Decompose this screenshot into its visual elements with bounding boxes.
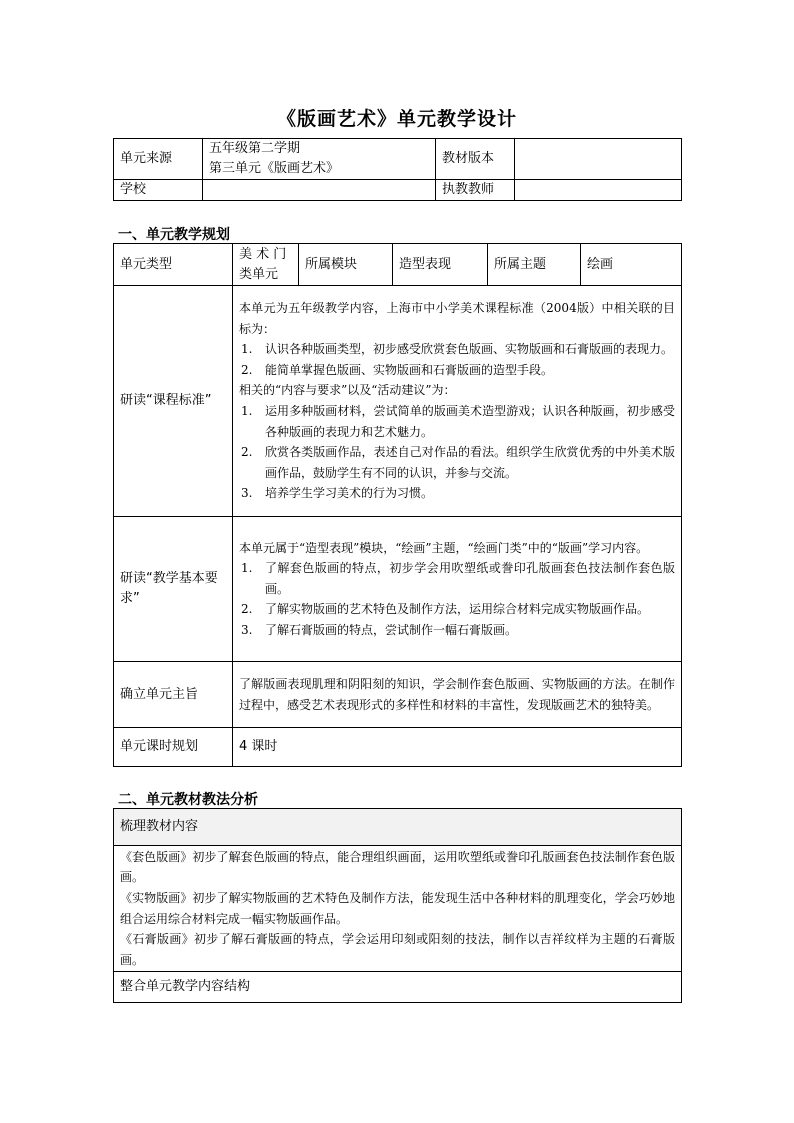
theme-main-label: 确立单元主旨 — [114, 662, 233, 728]
list-item: 3. 了解石膏版画的特点，尝试制作一幅石膏版画。 — [241, 622, 518, 637]
standard-label: 研读“课程标准” — [114, 286, 233, 517]
school-label: 学校 — [114, 180, 203, 201]
unit-type-line1: 美 术 门 — [239, 246, 287, 262]
source-value-line2: 第三单元《版画艺术》 — [209, 161, 340, 176]
theme-value: 绘画 — [581, 244, 682, 286]
unit-type-value — [233, 244, 299, 286]
hours-value: 4 课时 — [233, 728, 682, 767]
list-item: 2. 能简单掌握色版画、实物版画和石膏版画的造型手段。 — [241, 362, 554, 377]
edition-value — [515, 139, 682, 180]
list-item: 1. 了解套色版画的特点，初步学会用吹塑纸或誊印孔版画套色技法制作套色版画。 — [241, 561, 675, 596]
list-item: 2. 欣赏各类版画作品，表述自己对作品的看法。组织学生欣赏优秀的中外美术版画作品，鼓励学生有不同的认识，并参与交流。 — [241, 445, 675, 480]
unit-type-label: 单元类型 — [114, 244, 233, 286]
content-paragraph: 《石膏版画》初步了解石膏版画的特点，学会运用印刻或阳刻的技法，制作以吉祥纹样为主题的石膏版画。 — [120, 932, 675, 967]
planning-table — [113, 243, 682, 767]
module-label: 所属模块 — [299, 244, 393, 286]
source-label: 单元来源 — [114, 139, 203, 180]
source-value — [203, 139, 436, 180]
content-paragraph: 《实物版画》初步了解实物版画的艺术特色及制作方法，能发现生活中各种材料的肌理变化，学会巧妙地组合运用综合材料完成一幅实物版画作品。 — [120, 890, 675, 926]
school-value — [203, 180, 436, 201]
list-item: 1. 认识各种版画类型，初步感受欣赏套色版画、实物版画和石膏版画的表现力。 — [241, 342, 674, 357]
basic-content — [233, 517, 682, 662]
sort-label: 梳理教材内容 — [114, 809, 682, 846]
section2-heading: 二、单元教材教法分析 — [118, 792, 258, 808]
standard-content — [233, 286, 682, 517]
basic-label: 研读“教学基本要求” — [114, 517, 233, 662]
header-table — [113, 138, 682, 201]
unit-type-line2: 类单元 — [239, 266, 279, 282]
content-paragraph: 《套色版画》初步了解套色版画的特点，能合理组织画面，运用吹塑纸或誊印孔版画套色技法制作套色版画。 — [120, 849, 675, 885]
analysis-table — [113, 808, 682, 1003]
theme-main-text: 了解版画表现肌理和阴阳刻的知识，学会制作套色版画、实物版画的方法。在制作过程中，感受艺术表现形式的多样性和材料的丰富性，发现版画艺术的独特美。 — [233, 662, 682, 728]
teacher-label: 执教教师 — [436, 180, 515, 201]
source-value-line1: 五年级第二学期 — [209, 141, 301, 156]
list-item: 3. 培养学生学习美术的行为习惯。 — [241, 486, 434, 501]
module-value: 造型表现 — [393, 244, 488, 286]
standard-intro: 本单元为五年级教学内容，上海市中小学美术课程标准（2004版）中相关联的目标为： — [239, 301, 675, 336]
basic-intro: 本单元属于“造型表现”模块，“绘画”主题，“绘画门类”中的“版画”学习内容。 — [239, 540, 649, 555]
content-list — [114, 846, 682, 972]
page-title: 《版画艺术》单元教学设计 — [276, 108, 517, 130]
integrate-label: 整合单元教学内容结构 — [114, 972, 682, 1003]
section1-heading: 一、单元教学规划 — [118, 227, 230, 243]
theme-label: 所属主题 — [488, 244, 581, 286]
standard-intro2: 相关的“内容与要求”以及“活动建议”为： — [239, 383, 456, 398]
list-item: 2. 了解实物版画的艺术特色及制作方法，运用综合材料完成实物版画作品。 — [241, 602, 650, 617]
teacher-value — [515, 180, 682, 201]
list-item: 1. 运用多种版画材料，尝试简单的版画美术造型游戏；认识各种版画，初步感受各种版画的表现力和艺术魅力。 — [241, 404, 675, 439]
edition-label: 教材版本 — [436, 139, 515, 180]
hours-label: 单元课时规划 — [114, 728, 233, 767]
